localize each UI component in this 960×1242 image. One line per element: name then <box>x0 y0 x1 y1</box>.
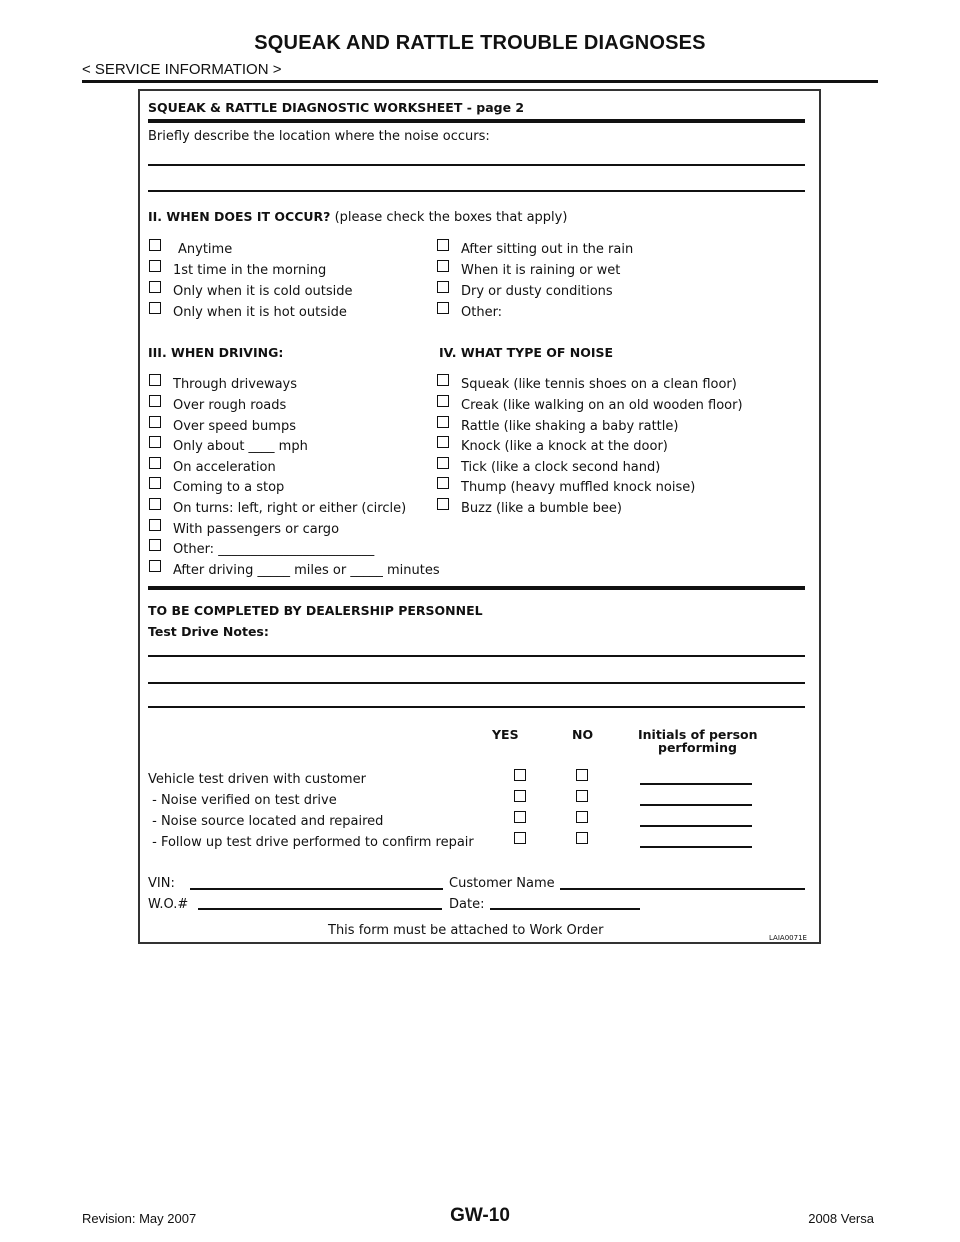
option-label: Knock (like a knock at the door) <box>461 439 668 454</box>
checkbox-no[interactable] <box>576 769 588 781</box>
verification-row-label: - Follow up test drive performed to confirm repair <box>148 835 474 850</box>
title-rule <box>148 119 805 123</box>
verification-row-label: - Noise source located and repaired <box>148 814 384 829</box>
checkbox-dry-dusty[interactable] <box>437 281 449 293</box>
option-label: Only about ____ mph <box>173 439 308 454</box>
checkbox-buzz[interactable] <box>437 498 449 510</box>
option-label: Only when it is hot outside <box>173 305 347 320</box>
date-field[interactable] <box>490 908 640 910</box>
header-divider <box>82 80 878 83</box>
option-label: When it is raining or wet <box>461 263 621 278</box>
checkbox-after-driving[interactable] <box>149 560 161 572</box>
checkbox-yes[interactable] <box>514 832 526 844</box>
option-label: Over speed bumps <box>173 419 296 434</box>
checkbox-yes[interactable] <box>514 811 526 823</box>
option-label: Creak (like walking on an old wooden floor) <box>461 398 743 413</box>
checkbox-first-morning[interactable] <box>149 260 161 272</box>
option-label: Tick (like a clock second hand) <box>461 460 661 475</box>
checkbox-rough-roads[interactable] <box>149 395 161 407</box>
option-label: Through driveways <box>173 377 298 392</box>
option-label: Over rough roads <box>173 398 287 413</box>
checkbox-other-condition[interactable] <box>437 302 449 314</box>
vin-label: VIN: <box>148 876 175 891</box>
checkbox-knock[interactable] <box>437 436 449 448</box>
initials-line[interactable] <box>640 825 752 827</box>
option-label: Other: <box>461 305 503 320</box>
checkbox-yes[interactable] <box>514 769 526 781</box>
checkbox-coming-to-stop[interactable] <box>149 477 161 489</box>
when-driving-heading: III. WHEN DRIVING: <box>148 345 284 360</box>
option-label: Other: ________________________ <box>173 542 375 557</box>
initials-column-header-2: performing <box>658 740 737 755</box>
revision-label: Revision: May 2007 <box>82 1211 197 1226</box>
notes-line-2[interactable] <box>148 682 805 684</box>
option-label: Rattle (like shaking a baby rattle) <box>461 419 679 434</box>
checkbox-no[interactable] <box>576 811 588 823</box>
no-column-header: NO <box>572 727 594 742</box>
checkbox-no[interactable] <box>576 790 588 802</box>
verification-row-label: - Noise verified on test drive <box>148 793 337 808</box>
checkbox-anytime[interactable] <box>149 239 161 251</box>
worksheet-title: SQUEAK & RATTLE DIAGNOSTIC WORKSHEET - page 2 <box>148 100 525 115</box>
wo-label: W.O.# <box>148 897 189 912</box>
location-line-1[interactable] <box>148 164 805 166</box>
initials-line[interactable] <box>640 804 752 806</box>
dealership-heading: TO BE COMPLETED BY DEALERSHIP PERSONNEL <box>148 603 483 618</box>
option-label: 1st time in the morning <box>173 263 327 278</box>
checkbox-on-turns[interactable] <box>149 498 161 510</box>
page-title: SQUEAK AND RATTLE TROUBLE DIAGNOSES <box>254 32 706 54</box>
option-label: With passengers or cargo <box>173 522 340 537</box>
customer-name-field[interactable] <box>560 888 805 890</box>
figure-code: LAIA0071E <box>769 934 807 942</box>
option-label: After driving _____ miles or _____ minutes <box>173 563 440 578</box>
option-label: On acceleration <box>173 460 276 475</box>
test-drive-notes-label: Test Drive Notes: <box>148 624 269 639</box>
vin-field[interactable] <box>190 888 443 890</box>
customer-name-label: Customer Name <box>449 876 555 891</box>
checkbox-sitting-rain[interactable] <box>437 239 449 251</box>
when-occur-heading <box>148 209 567 225</box>
checkbox-acceleration[interactable] <box>149 457 161 469</box>
wo-field[interactable] <box>198 908 442 910</box>
option-label: Coming to a stop <box>173 480 285 495</box>
checkbox-thump[interactable] <box>437 477 449 489</box>
checkbox-driveways[interactable] <box>149 374 161 386</box>
location-prompt: Briefly describe the location where the noise occurs: <box>148 129 490 144</box>
yes-column-header: YES <box>492 727 519 742</box>
checkbox-creak[interactable] <box>437 395 449 407</box>
checkbox-speed-bumps[interactable] <box>149 416 161 428</box>
initials-line[interactable] <box>640 783 752 785</box>
checkbox-yes[interactable] <box>514 790 526 802</box>
checkbox-rattle[interactable] <box>437 416 449 428</box>
option-label: Squeak (like tennis shoes on a clean floor) <box>461 377 737 392</box>
section-breadcrumb: < SERVICE INFORMATION > <box>82 61 282 78</box>
notes-line-3[interactable] <box>148 706 805 708</box>
model-label: 2008 Versa <box>808 1211 874 1226</box>
checkbox-squeak[interactable] <box>437 374 449 386</box>
initials-line[interactable] <box>640 846 752 848</box>
option-label: Only when it is cold outside <box>173 284 353 299</box>
initials-column-header: Initials of person <box>638 727 758 742</box>
checkbox-tick[interactable] <box>437 457 449 469</box>
option-label: Buzz (like a bumble bee) <box>461 501 622 516</box>
checkbox-only-about-mph[interactable] <box>149 436 161 448</box>
page-number: GW-10 <box>450 1205 510 1226</box>
option-label: Dry or dusty conditions <box>461 284 613 299</box>
option-label: Anytime <box>178 242 233 257</box>
option-label: Thump (heavy muffled knock noise) <box>461 480 696 495</box>
checkbox-cold-outside[interactable] <box>149 281 161 293</box>
checkbox-no[interactable] <box>576 832 588 844</box>
location-line-2[interactable] <box>148 190 805 192</box>
checkbox-raining-wet[interactable] <box>437 260 449 272</box>
option-label: After sitting out in the rain <box>461 242 634 257</box>
diagnostic-worksheet <box>138 89 821 944</box>
when-occur-title: II. WHEN DOES IT OCCUR? <box>148 209 331 224</box>
checkbox-hot-outside[interactable] <box>149 302 161 314</box>
attach-note: This form must be attached to Work Order <box>328 923 604 938</box>
checkbox-passengers-cargo[interactable] <box>149 519 161 531</box>
option-label: On turns: left, right or either (circle) <box>173 501 407 516</box>
date-label: Date: <box>449 897 485 912</box>
section-rule <box>148 586 805 590</box>
verification-row-label: Vehicle test driven with customer <box>148 772 366 787</box>
when-occur-note: (please check the boxes that apply) <box>334 210 568 225</box>
checkbox-driving-other[interactable] <box>149 539 161 551</box>
noise-type-heading: IV. WHAT TYPE OF NOISE <box>439 345 614 360</box>
notes-line-1[interactable] <box>148 655 805 657</box>
